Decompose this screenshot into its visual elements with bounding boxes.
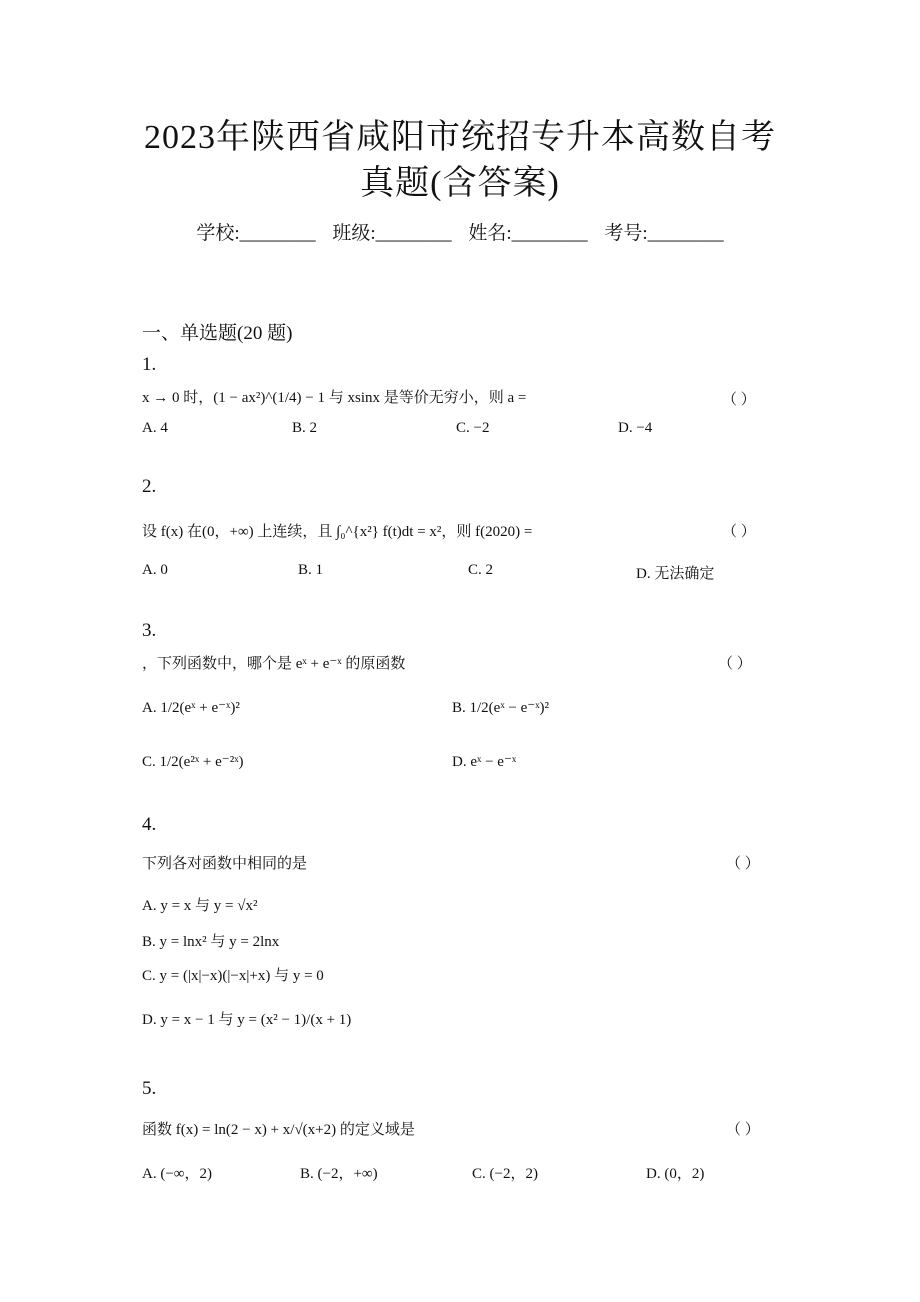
option-b: B. 1: [298, 562, 324, 578]
option-a: A. (−∞，2): [142, 1166, 212, 1182]
option-c: C. y = (|x|−x)(|−x|+x) 与 y = 0: [142, 968, 324, 984]
question-number: 5.: [142, 1078, 157, 1099]
question-number: 1.: [142, 354, 157, 375]
option-a: A. 0: [142, 562, 168, 578]
option-d: D. (0，2): [646, 1166, 705, 1182]
question-stem: 设 f(x) 在(0，+∞) 上连续，且 ∫₀^{x²} f(t)dt = x²，则 f(2020) =: [142, 524, 533, 540]
answer-paren: （ ）: [722, 524, 756, 540]
option-d: D. eˣ − e⁻ˣ: [452, 754, 517, 770]
answer-paren: （ ）: [726, 1122, 760, 1138]
option-d: D. −4: [618, 420, 653, 436]
option-a: A. y = x 与 y = √x²: [142, 898, 258, 914]
option-c: C. 2: [468, 562, 494, 578]
question-number: 3.: [142, 620, 157, 641]
question-stem: ，下列函数中，哪个是 eˣ + e⁻ˣ 的原函数: [142, 656, 406, 672]
option-c: C. 1/2(e²ˣ + e⁻²ˣ): [142, 754, 244, 770]
title-line-1: 2023年陕西省咸阳市统招专升本高数自考: [144, 119, 776, 156]
option-b: B. y = lnx² 与 y = 2lnx: [142, 934, 280, 950]
question-number: 4.: [142, 814, 157, 835]
option-a: A. 4: [142, 420, 168, 436]
option-b: B. (−2，+∞): [300, 1166, 378, 1182]
option-d: D. y = x − 1 与 y = (x² − 1)/(x + 1): [142, 1012, 352, 1028]
answer-paren: （ ）: [722, 392, 756, 408]
option-a: A. 1/2(eˣ + e⁻ˣ)²: [142, 700, 240, 716]
question-stem: x → 0 时，(1 − ax²)^(1/4) − 1 与 xsinx 是等价无穷小，则 a =: [142, 390, 527, 406]
answer-paren: （ ）: [726, 856, 760, 872]
option-b: B. 2: [292, 420, 318, 436]
student-info-row: [0, 218, 920, 245]
option-d: D. 无法确定: [636, 566, 715, 582]
exam-number-field: 考号:________: [604, 223, 724, 244]
option-c: C. −2: [456, 420, 490, 436]
title-line-2: 真题(含答案): [360, 165, 560, 202]
question-stem: 下列各对函数中相同的是: [142, 856, 308, 872]
question-number: 2.: [142, 476, 157, 497]
answer-paren: （ ）: [718, 656, 752, 672]
name-field: 姓名:________: [468, 223, 588, 244]
class-field: 班级:________: [332, 223, 452, 244]
option-c: C. (−2，2): [472, 1166, 538, 1182]
question-stem: 函数 f(x) = ln(2 − x) + x/√(x+2) 的定义域是: [142, 1122, 415, 1138]
option-b: B. 1/2(eˣ − e⁻ˣ)²: [452, 700, 550, 716]
school-field: 学校:________: [196, 223, 316, 244]
section-heading: 一、单选题(20 题): [142, 323, 293, 344]
